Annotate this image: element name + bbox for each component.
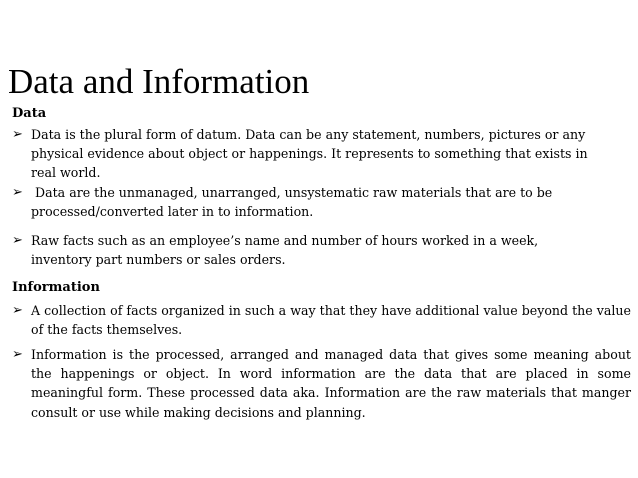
bullet-text: Data is the plural form of datum. Data can be any statement, numbers, pictures or any physical evidence about object or happenings. It represents to something that exists in real world. bbox=[31, 127, 588, 181]
bullet-text: Information is the processed, arranged and managed data that gives some meaning about the happenings or object. In word information are the data that are placed in some meaningful form. These processed data aka. Information are the raw materials that manger consult or use while making decisions and planning. bbox=[31, 347, 631, 420]
bullet-item bbox=[12, 231, 582, 269]
arrow-bullet-icon: ➢ bbox=[12, 303, 23, 318]
section-heading-data: Data bbox=[12, 106, 47, 121]
bullet-item bbox=[12, 183, 612, 221]
bullet-item bbox=[12, 125, 612, 183]
bullet-text: Raw facts such as an employee’s name and number of hours worked in a week, inventory part numbers or sales orders. bbox=[31, 233, 539, 268]
bullet-text: Data are the unmanaged, unarranged, unsystematic raw materials that are to be processed/converted later in to information. bbox=[31, 185, 557, 220]
arrow-bullet-icon: ➢ bbox=[12, 127, 23, 142]
bullet-item bbox=[12, 345, 631, 422]
arrow-bullet-icon: ➢ bbox=[12, 347, 23, 362]
bullet-item bbox=[12, 301, 631, 339]
arrow-bullet-icon: ➢ bbox=[12, 185, 23, 200]
slide-title: Data and Information bbox=[8, 62, 310, 101]
section-heading-information: Information bbox=[12, 280, 100, 295]
arrow-bullet-icon: ➢ bbox=[12, 233, 23, 248]
bullet-text: A collection of facts organized in such a way that they have additional value beyond the value of the facts themselves. bbox=[31, 303, 631, 338]
